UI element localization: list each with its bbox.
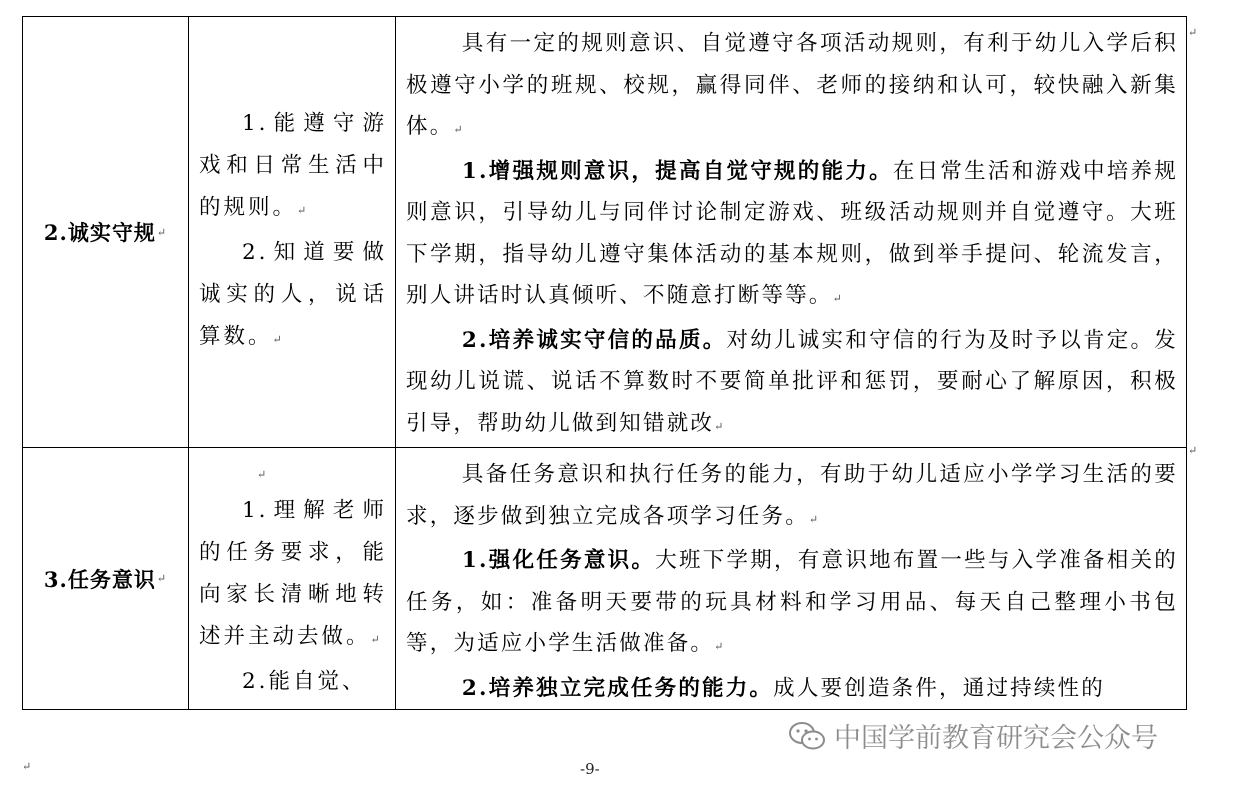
row-end-mark: ↵ xyxy=(1188,26,1198,39)
wechat-icon xyxy=(788,721,826,751)
topic-title: 3.任务意识 xyxy=(43,566,156,592)
paragraph-mark: ↵ xyxy=(22,760,32,773)
guidance-point: 2.培养诚实守信的品质。对幼儿诚实和守信的行为及时予以肯定。发现幼儿说谎、说话不算数时不要简单批评和惩罚，要耐心了解原因，积极引导，帮助幼儿做到知错就改↵ xyxy=(406,327,1178,436)
guidance-point: 1.增强规则意识，提高自觉守规的能力。在日常生活和游戏中培养规则意识，引导幼儿与同伴讨论制定游戏、班级活动规则并自觉遵守。大班下学期，指导幼儿遵守集体活动的基本规则，做到举手提问、轮流发言，别人讲话时认真倾听、不随意打断等等。↵ xyxy=(406,158,1179,308)
guidance-cell xyxy=(396,448,1187,710)
point-title: 2.培养独立完成任务的能力。 xyxy=(461,675,774,701)
guidance-point: 1.强化任务意识。大班下学期，有意识地布置一些与入学准备相关的任务，如：准备明天要带的玩具材料和学习用品、每天自己整理小书包等，为适应小学生活做准备。↵ xyxy=(406,548,1179,656)
topic-cell xyxy=(23,17,189,448)
watermark xyxy=(788,716,1158,755)
watermark-text: 中国学前教育研究会公众号 xyxy=(834,723,1158,754)
guidance-point: 2.培养独立完成任务的能力。成人要创造条件，通过持续性的 xyxy=(461,675,1105,701)
table-row xyxy=(23,17,1187,448)
goal-text: 1.理解老师的任务要求，能向家长清晰地转述并主动去做。↵ xyxy=(199,498,387,649)
paragraph-mark: ↵ xyxy=(156,225,168,239)
table-row xyxy=(23,448,1187,710)
point-title: 2.培养诚实守信的品质。 xyxy=(461,327,727,353)
paragraph-mark: ↵ xyxy=(257,468,270,481)
goal-text: 2.能自觉、 xyxy=(242,669,367,694)
goal-text: 2.知道要做诚实的人，说话算数。↵ xyxy=(199,240,387,349)
intro-paragraph: 具有一定的规则意识、自觉遵守各项活动规则，有利于幼儿入学后积极遵守小学的班规、校规，赢得同伴、老师的接纳和认可，较快融入新集体。↵ xyxy=(406,31,1178,139)
guidance-cell xyxy=(396,17,1187,448)
point-title: 1.强化任务意识。 xyxy=(461,548,656,573)
goal-text: 1.能遵守游戏和日常生活中的规则。↵ xyxy=(199,111,387,220)
goals-cell xyxy=(189,448,396,710)
topic-cell xyxy=(23,448,189,710)
goals-cell xyxy=(189,17,396,448)
point-title: 1.增强规则意识，提高自觉守规的能力。 xyxy=(461,158,893,184)
document-table xyxy=(22,16,1187,710)
intro-paragraph: 具备任务意识和执行任务的能力，有助于幼儿适应小学学习生活的要求，逐步做到独立完成各项学习任务。↵ xyxy=(406,462,1178,529)
row-end-mark: ↵ xyxy=(1188,444,1198,457)
topic-title: 2.诚实守规 xyxy=(43,220,156,245)
paragraph-mark: ↵ xyxy=(156,572,168,585)
page-number: -9- xyxy=(580,760,600,778)
